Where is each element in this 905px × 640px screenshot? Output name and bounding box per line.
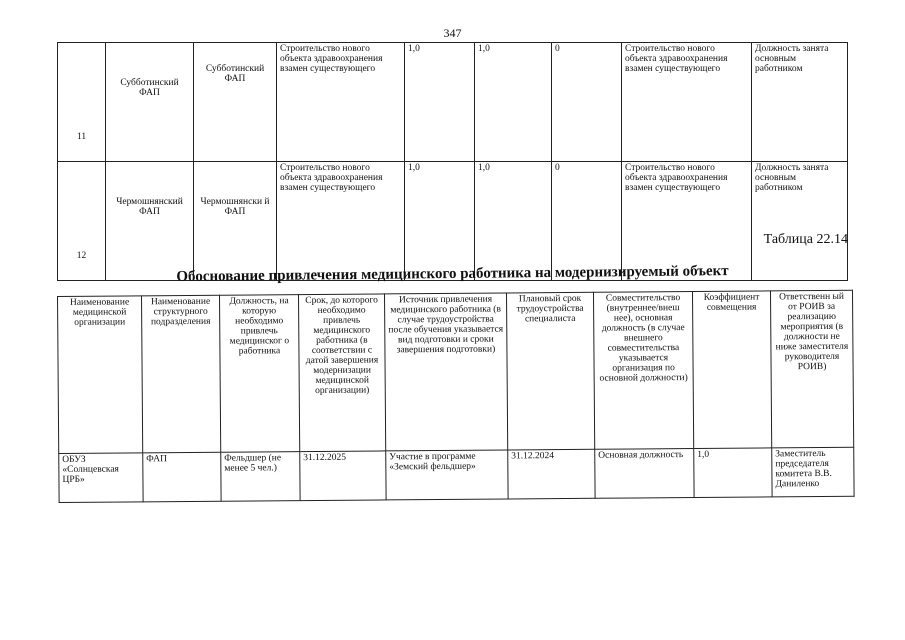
table-cell: Заместитель председателя комитета В.В. Даниленко — [772, 447, 854, 497]
value-cell: 0 — [552, 162, 622, 281]
header-row — [58, 290, 854, 453]
section-title: Обоснование привлечения медицинского работника на модернизируемый объект — [176, 263, 729, 285]
table-cell: ФАП — [143, 452, 221, 502]
unit-name-cell: Чермошнянски й ФАП — [194, 162, 277, 281]
table-row — [59, 447, 854, 502]
value-cell: 0 — [552, 43, 622, 162]
status-cell: Должность занята основным работником — [752, 43, 848, 162]
value-cell: 1,0 — [405, 43, 475, 162]
staff-justification-table — [57, 290, 855, 503]
table-cell: Фельдшер (не менее 5 чел.) — [221, 452, 300, 502]
value-cell: 1,0 — [475, 162, 552, 281]
column-header: Коэффициент совмещения — [692, 291, 771, 449]
status-cell: Должность занята основным работником — [752, 162, 848, 281]
column-header: Наименование медицинской организации — [58, 296, 143, 454]
column-header: Источник привлечения медицинского работника (в случае трудоустройства после обучения указывается вид подготовки и сроки завершения подготовки) — [384, 293, 507, 451]
activity-cell: Строительство нового объекта здравоохранения взамен существующего — [277, 43, 405, 162]
table-caption: Таблица 22.14 — [763, 232, 848, 247]
table-cell: 1,0 — [694, 448, 772, 498]
table-cell: Участие в программе «Земский фельдшер» — [386, 450, 508, 500]
column-header: Ответственн ый от РОИВ за реализацию мероприятия (в должности не ниже заместителя руководителя РОИВ) — [770, 290, 853, 448]
column-header: Плановый срок трудоустройства специалиста — [506, 292, 594, 450]
activity-cell: Строительство нового объекта здравоохранения взамен существующего — [622, 162, 752, 281]
page-number: 347 — [443, 26, 462, 40]
unit-name-cell: Субботинский ФАП — [194, 43, 277, 162]
table-row — [58, 43, 848, 162]
main-table-wrapper — [57, 290, 854, 516]
column-header: Срок, до которого необходимо привлечь медицинского работника (в соответствии с датой завершения модернизации медицинской организации) — [298, 294, 385, 452]
table-cell: Основная должность — [595, 449, 694, 499]
value-cell: 1,0 — [475, 43, 552, 162]
table-cell: ОБУЗ «Солнцевская ЦРБ» — [59, 453, 143, 503]
activity-cell: Строительство нового объекта здравоохранения взамен существующего — [622, 43, 752, 162]
table-cell: 31.12.2024 — [508, 449, 595, 499]
value-cell: 1,0 — [405, 162, 475, 281]
org-name-cell: Чермошнянский ФАП — [106, 162, 194, 281]
column-header: Наименование структурного подразделения — [142, 295, 221, 453]
row-number: 11 — [58, 43, 106, 162]
column-header: Совместительство (внутреннее/внеш нее), основная должность (в случае внешнего совместительства указывается организация по основной должности) — [593, 292, 693, 450]
positions-table-continued — [57, 42, 848, 281]
activity-cell: Строительство нового объекта здравоохранения взамен существующего — [277, 162, 405, 281]
column-header: Должность, на которую необходимо привлечь медицинског о работника — [219, 295, 299, 453]
row-number: 12 — [58, 162, 106, 281]
table-cell: 31.12.2025 — [300, 451, 386, 501]
org-name-cell: Субботинский ФАП — [106, 43, 194, 162]
